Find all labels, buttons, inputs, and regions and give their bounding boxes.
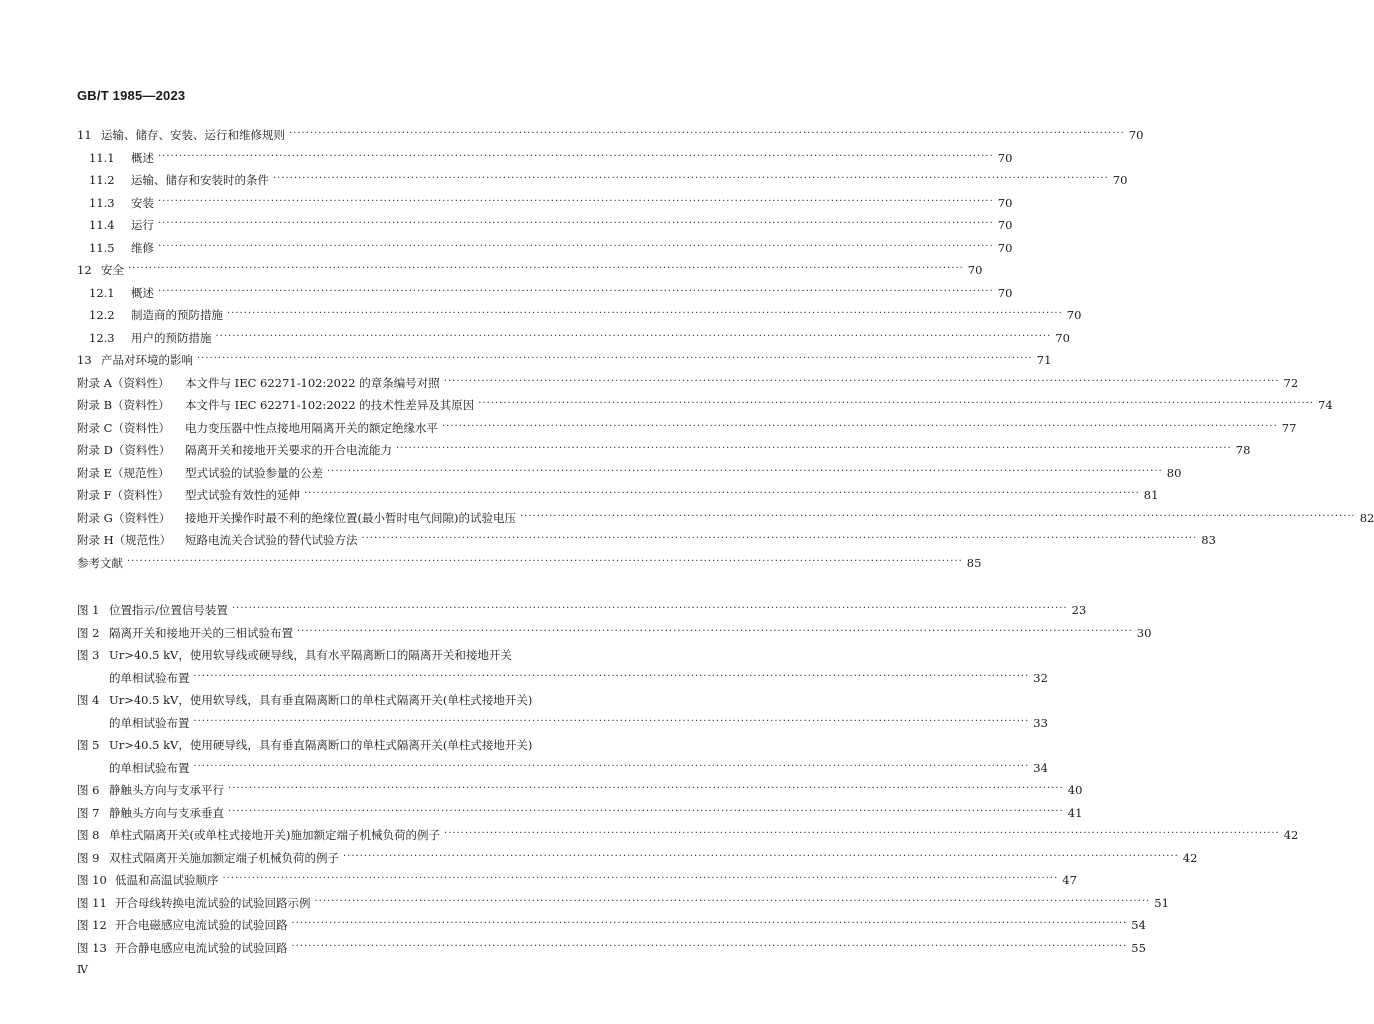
- entry-title: Ur>40.5 kV，使用软导线，具有垂直隔离断口的单柱式隔离开关(单柱式接地开关): [109, 693, 533, 707]
- dot-leader: ········································································································································································································: [193, 716, 1030, 727]
- entry-title: 维修: [131, 241, 154, 255]
- dot-leader: ········································································································································································································: [227, 308, 1063, 319]
- entry-page-number: 70: [1112, 173, 1128, 187]
- toc-entry[interactable]: [77, 347, 1052, 367]
- entry-page-number: 70: [967, 263, 983, 277]
- entry-number: 11.4: [89, 218, 115, 232]
- entry-title: 概述: [131, 151, 154, 165]
- entry-page-number: 34: [1033, 761, 1048, 775]
- toc-entry[interactable]: [89, 235, 1013, 255]
- toc-entry[interactable]: [77, 505, 1374, 525]
- entry-page-number: 82: [1359, 511, 1374, 525]
- entry-page-number: 70: [997, 196, 1013, 210]
- entry-page-number: 70: [997, 218, 1013, 232]
- entry-page-number: 40: [1067, 783, 1083, 797]
- entry-page-number: 33: [1033, 716, 1048, 730]
- entry-number: 图 11: [77, 896, 107, 910]
- dot-leader: ········································································································································································································: [127, 556, 963, 567]
- entry-number: 附录 B（资料性）: [77, 398, 170, 412]
- figure-entry-continuation[interactable]: [109, 710, 1048, 730]
- entry-title: 概述: [131, 286, 154, 300]
- dot-leader: ········································································································································································································: [314, 896, 1151, 907]
- dot-leader: ········································································································································································································: [231, 603, 1068, 614]
- toc-entry[interactable]: [89, 212, 1013, 232]
- entry-title: 型式试验的试验参量的公差: [185, 466, 323, 480]
- dot-leader: ········································································································································································································: [343, 851, 1179, 862]
- figure-entry[interactable]: [77, 777, 1083, 797]
- dot-leader: ········································································································································································································: [443, 376, 1280, 387]
- entry-page-number: 81: [1143, 488, 1159, 502]
- toc-entry[interactable]: [89, 190, 1013, 210]
- toc-entry[interactable]: [77, 392, 1333, 412]
- entry-title: 短路电流关合试验的替代试验方法: [185, 533, 358, 547]
- dot-leader: ········································································································································································································: [519, 511, 1356, 522]
- dot-leader: ········································································································································································································: [443, 828, 1280, 839]
- entry-page-number: 74: [1318, 398, 1333, 412]
- dot-leader: ········································································································································································································: [304, 488, 1140, 499]
- entry-page-number: 51: [1154, 896, 1169, 910]
- entry-title: 本文件与 IEC 62271-102:2022 的技术性差异及其原因: [185, 398, 475, 412]
- dot-leader: ········································································································································································································: [197, 353, 1033, 364]
- entry-page-number: 42: [1283, 828, 1299, 842]
- entry-title: 安装: [131, 196, 154, 210]
- entry-title: 接地开关操作时最不利的绝缘位置(最小暂时电气间隙)的试验电压: [185, 511, 516, 525]
- entry-title: 开合母线转换电流试验的试验回路示例: [115, 896, 311, 910]
- dot-leader: ········································································································································································································: [158, 151, 994, 162]
- entry-number: 附录 D（资料性）: [77, 443, 171, 457]
- dot-leader: ········································································································································································································: [158, 196, 994, 207]
- entry-title: 开合电磁感应电流试验的试验回路: [115, 918, 288, 932]
- entry-title: 运输、储存和安装时的条件: [131, 173, 269, 187]
- entry-number: 附录 C（资料性）: [77, 421, 170, 435]
- entry-number: 附录 A（资料性）: [77, 376, 170, 390]
- entry-number: 11.2: [89, 173, 115, 187]
- toc-entry[interactable]: [77, 257, 983, 277]
- entry-page-number: 54: [1131, 918, 1146, 932]
- toc-entry[interactable]: [89, 280, 1013, 300]
- dot-leader: ········································································································································································································: [128, 263, 964, 274]
- entry-title: 用户的预防措施: [131, 331, 212, 345]
- entry-page-number: 70: [1066, 308, 1082, 322]
- dot-leader: ········································································································································································································: [396, 443, 1232, 454]
- figure-entry[interactable]: [77, 935, 1146, 955]
- dot-leader: ········································································································································································································: [158, 218, 994, 229]
- entry-title: 开合静电感应电流试验的试验回路: [115, 941, 288, 955]
- entry-number: 13: [77, 353, 92, 367]
- toc-entry[interactable]: [77, 460, 1182, 480]
- entry-title: 隔离开关和接地开关的三相试验布置: [109, 626, 293, 640]
- entry-number: 图 8: [77, 828, 100, 842]
- entry-page-number: 71: [1036, 353, 1052, 367]
- toc-entry[interactable]: [89, 325, 1070, 345]
- entry-number: 图 13: [77, 941, 107, 955]
- entry-title: 型式试验有效性的延伸: [185, 488, 300, 502]
- dot-leader: ········································································································································································································: [291, 941, 1128, 952]
- figure-entry[interactable]: [77, 620, 1152, 640]
- dot-leader: ········································································································································································································: [158, 286, 994, 297]
- entry-page-number: 32: [1033, 671, 1048, 685]
- entry-page-number: 70: [997, 286, 1013, 300]
- dot-leader: ········································································································································································································: [158, 241, 994, 252]
- dot-leader: ········································································································································································································: [361, 533, 1198, 544]
- entry-number: 11: [77, 128, 92, 142]
- entry-number: 图 9: [77, 851, 100, 865]
- dot-leader: ········································································································································································································: [442, 421, 1278, 432]
- entry-number: 附录 F（资料性）: [77, 488, 170, 502]
- entry-number: 图 4: [77, 693, 100, 707]
- entry-title: 静触头方向与支承平行: [109, 783, 224, 797]
- dot-leader: ········································································································································································································: [228, 806, 1064, 817]
- entry-title: 的单相试验布置: [109, 671, 190, 685]
- entry-number: 附录 H（规范性）: [77, 533, 172, 547]
- toc-entry[interactable]: [89, 302, 1082, 322]
- figure-entry[interactable]: [77, 642, 637, 662]
- dot-leader: ········································································································································································································: [289, 128, 1125, 139]
- figure-entry-continuation[interactable]: [109, 755, 1048, 775]
- entry-title: 参考文献: [77, 556, 123, 570]
- entry-title: 产品对环境的影响: [101, 353, 193, 367]
- entry-title: 位置指示/位置信号装置: [109, 603, 228, 617]
- dot-leader: ········································································································································································································: [273, 173, 1109, 184]
- figure-entry[interactable]: [77, 687, 637, 707]
- entry-number: 11.1: [89, 151, 115, 165]
- entry-number: 图 2: [77, 626, 100, 640]
- entry-title: Ur>40.5 kV，使用硬导线，具有垂直隔离断口的单柱式隔离开关(单柱式接地开关): [109, 738, 533, 752]
- entry-number: 12.2: [89, 308, 115, 322]
- dot-leader: ········································································································································································································: [228, 783, 1064, 794]
- figure-entry[interactable]: [77, 822, 1299, 842]
- entry-number: 图 6: [77, 783, 100, 797]
- entry-title: 电力变压器中性点接地用隔离开关的额定绝缘水平: [185, 421, 438, 435]
- entry-page-number: 41: [1067, 806, 1083, 820]
- entry-title: Ur>40.5 kV，使用软导线或硬导线，具有水平隔离断口的隔离开关和接地开关: [109, 648, 512, 662]
- figure-entry[interactable]: [77, 912, 1146, 932]
- entry-page-number: 72: [1283, 376, 1299, 390]
- figure-entry[interactable]: [77, 597, 1087, 617]
- entry-title: 运输、储存、安装、运行和维修规则: [101, 128, 285, 142]
- entry-title: 低温和高温试验顺序: [115, 873, 219, 887]
- entry-number: 图 12: [77, 918, 107, 932]
- entry-number: 12.1: [89, 286, 115, 300]
- entry-title: 单柱式隔离开关(或单柱式接地开关)施加额定端子机械负荷的例子: [109, 828, 440, 842]
- document-code-header: GB/T 1985—2023: [77, 88, 186, 103]
- dot-leader: ········································································································································································································: [291, 918, 1128, 929]
- entry-title: 静触头方向与支承垂直: [109, 806, 224, 820]
- entry-title: 隔离开关和接地开关要求的开合电流能力: [185, 443, 392, 457]
- page-number: Ⅳ: [77, 963, 88, 976]
- dot-leader: ········································································································································································································: [222, 873, 1059, 884]
- dot-leader: ········································································································································································································: [215, 331, 1052, 342]
- entry-title: 运行: [131, 218, 154, 232]
- entry-number: 附录 E（规范性）: [77, 466, 170, 480]
- entry-page-number: 70: [1055, 331, 1070, 345]
- toc-entry[interactable]: [77, 437, 1251, 457]
- entry-number: 图 3: [77, 648, 100, 662]
- entry-page-number: 78: [1235, 443, 1251, 457]
- entry-number: 图 7: [77, 806, 100, 820]
- entry-title: 制造商的预防措施: [131, 308, 223, 322]
- entry-number: 图 5: [77, 738, 100, 752]
- entry-page-number: 70: [1128, 128, 1144, 142]
- toc-entry[interactable]: [89, 167, 1128, 187]
- figure-entry[interactable]: [77, 867, 1077, 887]
- figure-entry[interactable]: [77, 845, 1198, 865]
- entry-number: 12: [77, 263, 92, 277]
- entry-title: 的单相试验布置: [109, 716, 190, 730]
- entry-page-number: 47: [1062, 873, 1077, 887]
- entry-title: 安全: [101, 263, 124, 277]
- dot-leader: ········································································································································································································: [193, 761, 1030, 772]
- toc-entry[interactable]: [77, 415, 1297, 435]
- entry-page-number: 30: [1136, 626, 1152, 640]
- entry-page-number: 70: [997, 241, 1013, 255]
- dot-leader: ········································································································································································································: [327, 466, 1163, 477]
- dot-leader: ········································································································································································································: [297, 626, 1133, 637]
- toc-entry[interactable]: [77, 122, 1144, 142]
- entry-page-number: 23: [1071, 603, 1087, 617]
- entry-number: 11.3: [89, 196, 115, 210]
- figure-entry-continuation[interactable]: [109, 665, 1048, 685]
- entry-number: 图 1: [77, 603, 100, 617]
- figure-entry[interactable]: [77, 732, 637, 752]
- toc-entry[interactable]: [89, 145, 1013, 165]
- entry-number: 附录 G（资料性）: [77, 511, 171, 525]
- toc-entry[interactable]: [77, 370, 1299, 390]
- toc-entry[interactable]: [77, 527, 1216, 547]
- dot-leader: ········································································································································································································: [193, 671, 1030, 682]
- entry-title: 本文件与 IEC 62271-102:2022 的章条编号对照: [185, 376, 440, 390]
- entry-title: 的单相试验布置: [109, 761, 190, 775]
- entry-page-number: 80: [1166, 466, 1182, 480]
- entry-page-number: 55: [1131, 941, 1146, 955]
- entry-number: 图 10: [77, 873, 107, 887]
- entry-page-number: 83: [1201, 533, 1216, 547]
- toc-entry[interactable]: [77, 550, 982, 570]
- entry-page-number: 70: [997, 151, 1013, 165]
- entry-number: 12.3: [89, 331, 115, 345]
- entry-number: 11.5: [89, 241, 115, 255]
- entry-page-number: 85: [966, 556, 982, 570]
- entry-page-number: 77: [1281, 421, 1297, 435]
- figure-entry[interactable]: [77, 800, 1083, 820]
- dot-leader: ········································································································································································································: [478, 398, 1315, 409]
- entry-title: 双柱式隔离开关施加额定端子机械负荷的例子: [109, 851, 339, 865]
- toc-entry[interactable]: [77, 482, 1159, 502]
- entry-page-number: 42: [1182, 851, 1198, 865]
- figure-entry[interactable]: [77, 890, 1169, 910]
